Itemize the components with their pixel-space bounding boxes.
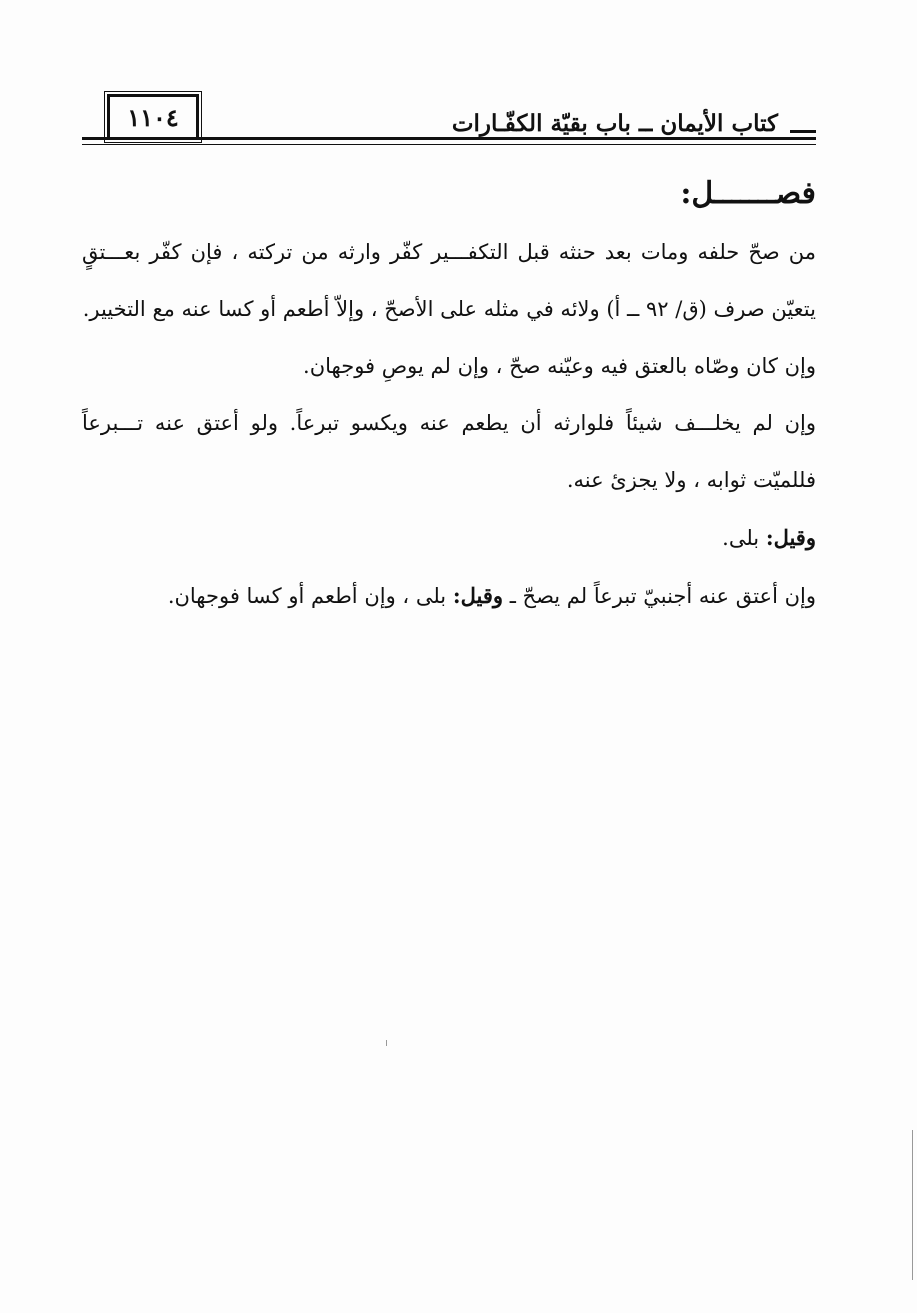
running-title: كتاب الأيمان ــ باب بقيّة الكفّـارات	[444, 110, 786, 137]
header-rule	[82, 137, 816, 140]
qila-label: وقيل:	[452, 583, 504, 608]
section-heading: فصـــــــل:	[680, 176, 816, 211]
scan-mark	[386, 1040, 387, 1046]
paragraph-1: من صحّ حلفه ومات بعد حنثه قبل التكفـــير كفّر وارثه من تركته ، فإن كفّر بعـــتقٍ يتعيّن صرف (ق/ ٩٢ ــ أ) ولائه في مثله على الأصحّ ، وإلاّ أطعم أو كسا عنه مع التخيير.	[82, 240, 816, 321]
paragraph-4	[82, 509, 816, 567]
paragraph-5	[82, 567, 816, 625]
qila-label: وقيل:	[765, 525, 816, 550]
main-content	[82, 172, 816, 625]
paragraph-3: وإن لم يخلـــف شيئاً فلوارثه أن يطعم عنه ويكسو تبرعاً. ولو أعتق عنه تـــبرعاً فللميّت ثوابه ، ولا يجزئ عنه.	[82, 411, 816, 492]
header-dash	[790, 130, 816, 133]
page-number: ١١٠٤	[107, 94, 199, 140]
paragraph-4-text: بلى.	[722, 526, 766, 550]
paragraph-5-text-before: وإن أعتق عنه أجنبيّ تبرعاً لم يصحّ ـ	[503, 584, 816, 608]
paragraph-5-text-after: بلى ، وإن أطعم أو كسا فوجهان.	[167, 584, 453, 608]
header-rule-thin	[82, 144, 816, 145]
page-header	[82, 94, 816, 150]
paragraph-2: وإن كان وصّاه بالعتق فيه وعيّنه صحّ ، وإن لم يوصِ فوجهان.	[303, 354, 816, 378]
scan-mark	[912, 1130, 913, 1280]
